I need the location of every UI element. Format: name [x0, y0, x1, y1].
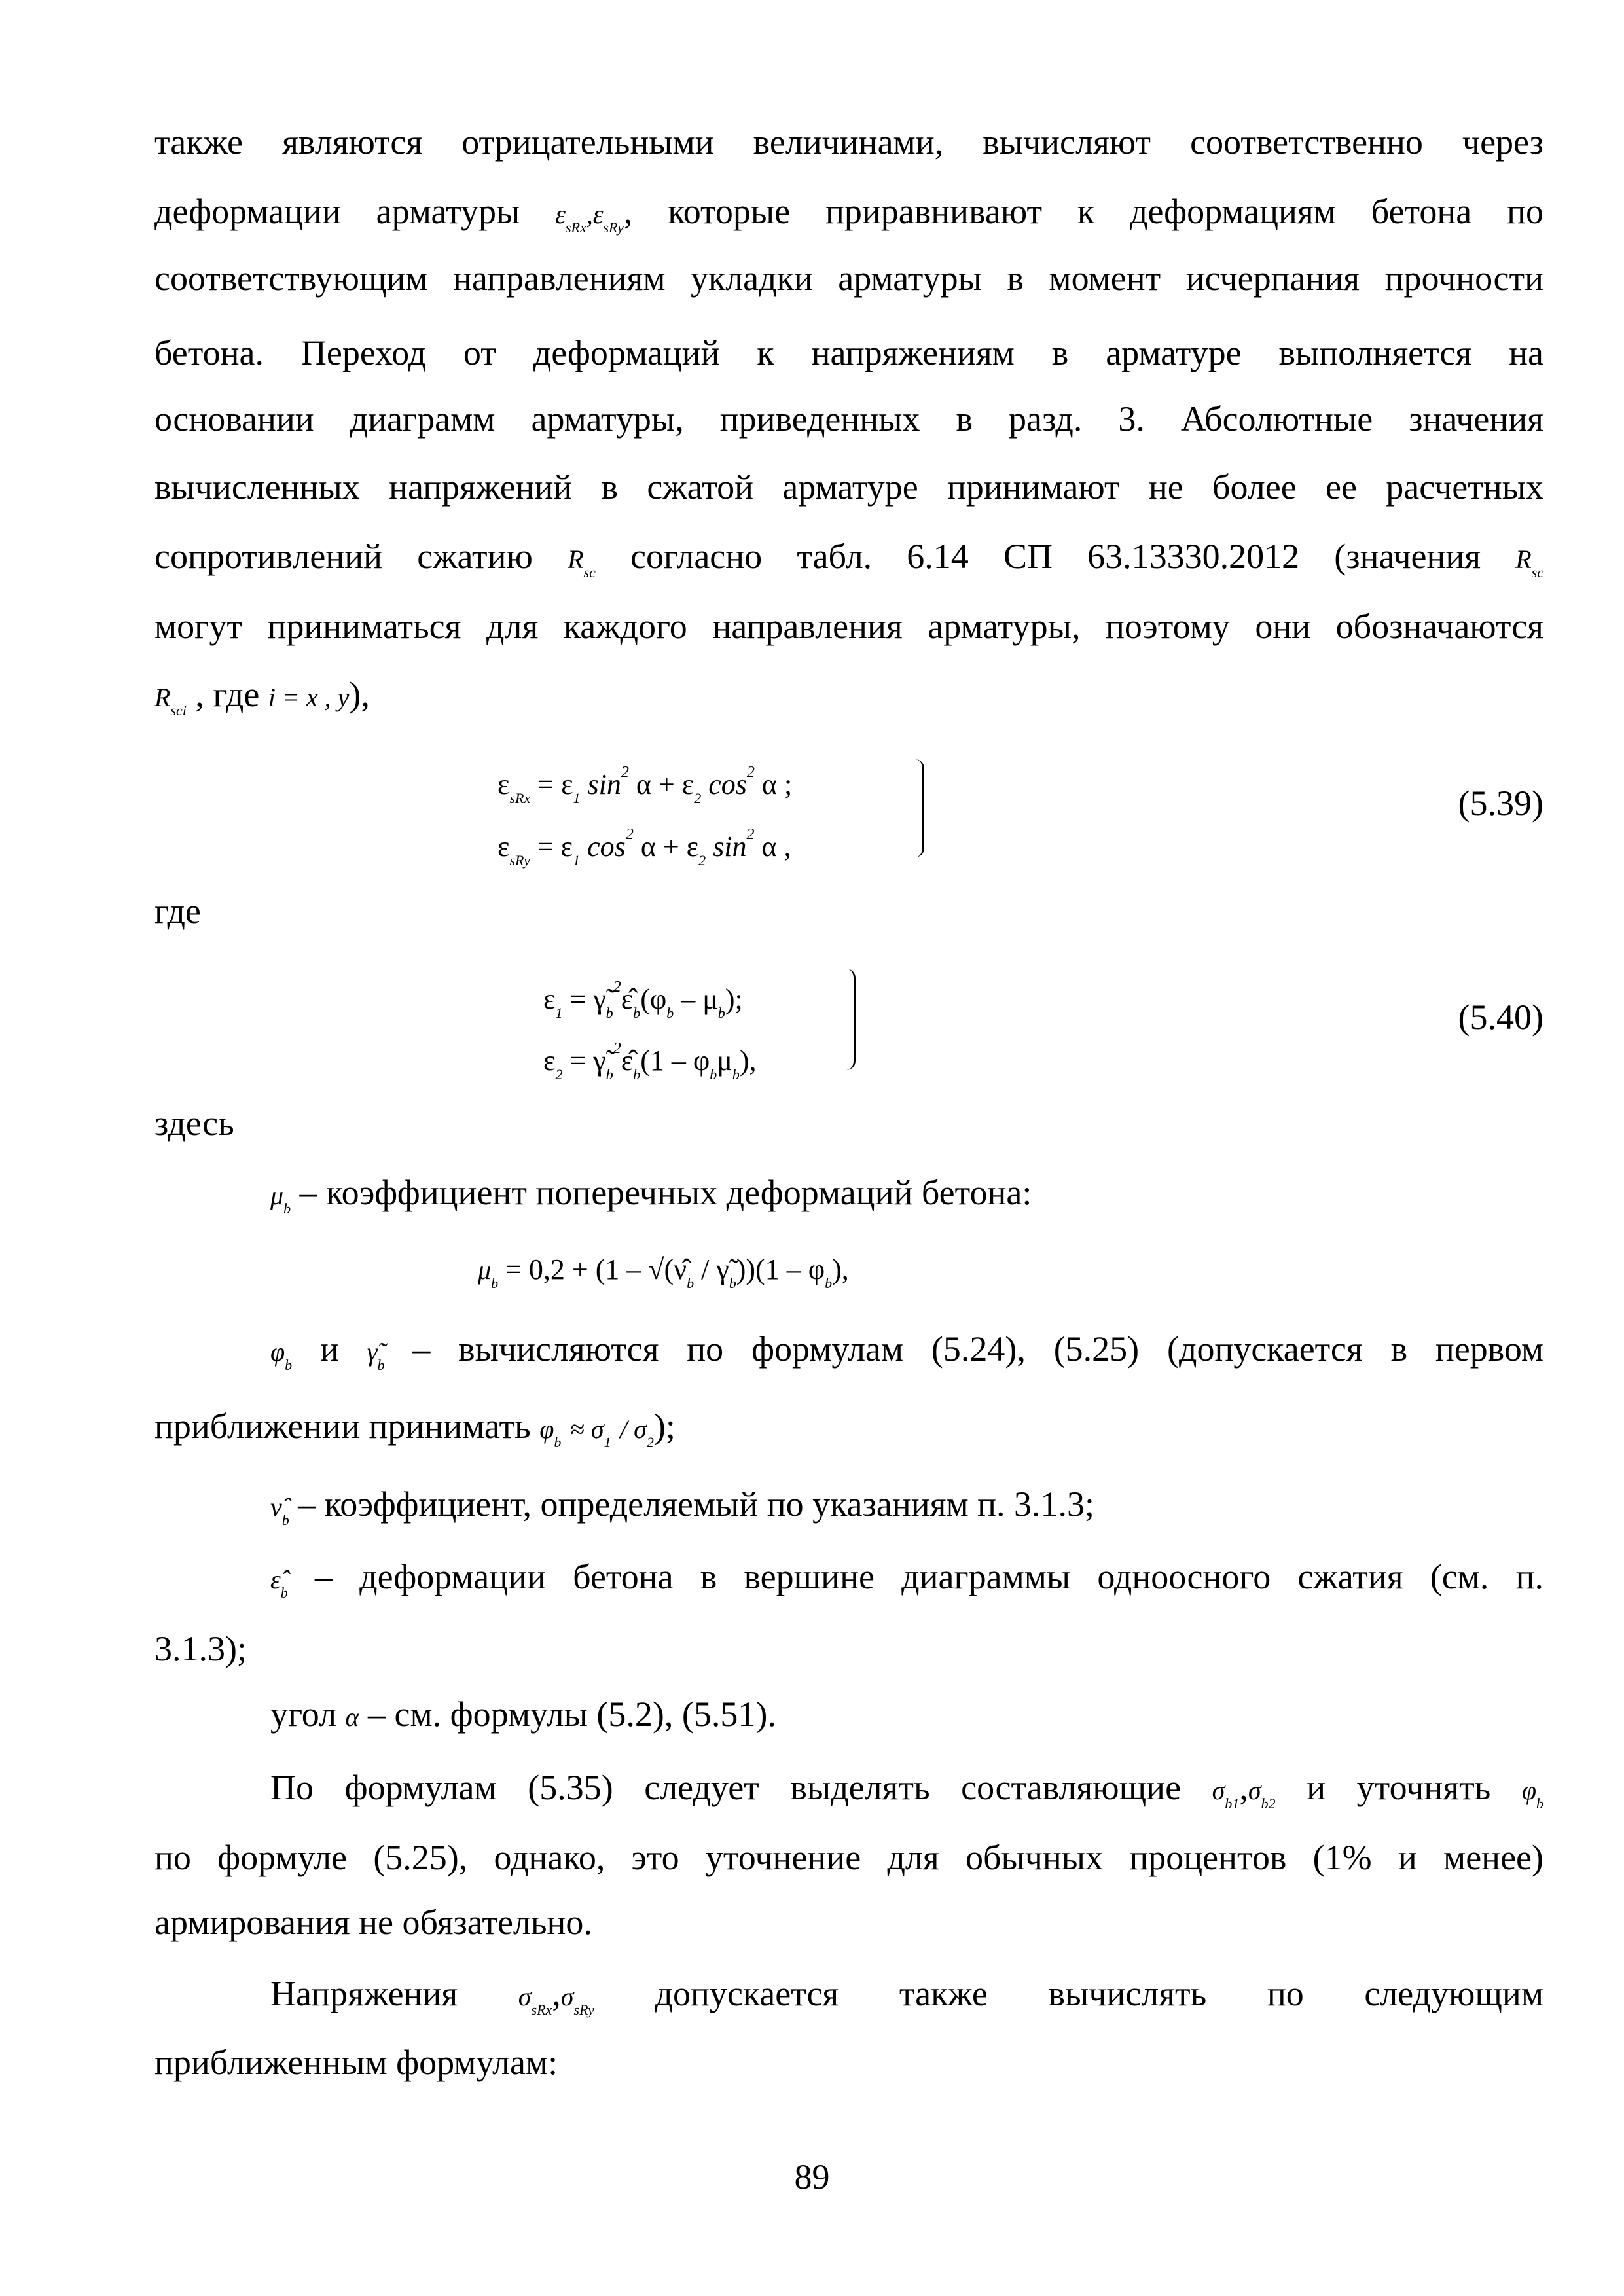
subscript: b — [377, 1357, 385, 1373]
symbol: cos — [587, 831, 626, 863]
superscript: 2 — [746, 826, 755, 843]
symbol: R — [1515, 545, 1532, 574]
symbol: = 0,2 + (1 – √(ν̂ — [505, 1253, 687, 1285]
text-line — [154, 533, 1543, 596]
text: и — [319, 1329, 339, 1369]
symbol: sin — [587, 768, 621, 800]
subscript: sc — [583, 564, 596, 581]
symbol: ε — [592, 200, 604, 229]
subscript: 2 — [694, 790, 702, 806]
right-brace — [844, 969, 856, 1070]
symbol: ν̂ — [270, 1492, 282, 1522]
math-inline: i = x , y — [268, 683, 350, 712]
text-line — [154, 188, 1543, 251]
text-line: 3.1.3); — [154, 1629, 247, 1668]
equation-number: (5.39) — [1458, 783, 1543, 823]
subscript: b — [605, 1005, 613, 1021]
subscript: 1 — [555, 1005, 563, 1021]
subscript: b — [687, 1275, 695, 1291]
symbol: ε — [497, 768, 510, 800]
text-line — [270, 1326, 1543, 1388]
text: сопротивлений сжатию — [154, 537, 533, 576]
text-line: где — [154, 891, 201, 931]
text-line — [154, 1403, 1543, 1465]
page-number: 89 — [794, 2157, 830, 2197]
symbol: ), — [739, 1045, 757, 1077]
superscript: 2 — [625, 826, 634, 843]
text: угол — [270, 1695, 337, 1734]
superscript: 2 — [621, 764, 629, 781]
subscript: sRx — [509, 790, 531, 806]
symbol: α + ε — [636, 768, 695, 800]
subscript: sRx — [565, 219, 586, 236]
subscript: b — [633, 1005, 641, 1021]
text: , которые приравнивают к деформациям бетона по — [623, 192, 1543, 231]
symbol: , — [552, 1974, 561, 2013]
subscript: 1 — [573, 790, 581, 806]
text-line: также являются отрицательными величинами, вычисляют соответственно через — [154, 122, 1543, 162]
subscript: 2 — [698, 852, 706, 869]
symbol: α — [345, 1702, 359, 1732]
text: допускается также вычислять по следующим — [655, 1974, 1543, 2013]
subscript: sRx — [531, 2001, 552, 2018]
text: согласно табл. 6.14 СП 63.13330.2012 (значения — [630, 537, 1481, 576]
text-line — [270, 1765, 1543, 1827]
symbol: φ — [270, 1337, 285, 1367]
symbol: φ — [539, 1414, 554, 1444]
text-line: вычисленных напряжений в сжатой арматуре принимают не более ее расчетных — [154, 467, 1543, 507]
subscript: 2 — [646, 1434, 654, 1450]
subscript: b — [554, 1434, 562, 1450]
formula-line — [543, 1029, 757, 1094]
text: – деформации бетона в вершине диаграммы одноосного сжатия (см. п. — [314, 1557, 1544, 1596]
subscript: b — [283, 1200, 291, 1217]
symbol: = γ̃ — [569, 983, 606, 1015]
text-line — [154, 672, 1543, 734]
symbol: ))(1 – φ — [736, 1253, 825, 1285]
symbol: R — [154, 683, 171, 712]
right-brace — [913, 759, 924, 857]
text: приближении принимать — [154, 1407, 531, 1446]
text-line — [270, 1971, 1543, 2033]
subscript: sci — [170, 702, 187, 719]
symbol: σ — [1248, 1776, 1261, 1805]
subscript: 1 — [604, 1434, 611, 1450]
text-line — [270, 1481, 1543, 1543]
text-line: бетона. Переход от деформаций к напряжениям в арматуре выполняется на — [154, 333, 1543, 372]
symbol: ); — [725, 983, 743, 1015]
subscript: b — [825, 1275, 833, 1291]
text: ); — [653, 1407, 676, 1446]
symbol: – μ — [681, 983, 718, 1015]
text: и уточнять — [1307, 1768, 1491, 1807]
symbol: ε — [555, 200, 566, 229]
text-line: основании диаграмм арматуры, приведенных в разд. 3. Абсолютные значения — [154, 399, 1543, 439]
formula-line — [497, 753, 792, 818]
formula-line — [543, 967, 743, 1033]
text: Напряжения — [270, 1974, 458, 2013]
text-line: могут приниматься для каждого направления арматуры, поэтому они обозначаются — [154, 607, 1543, 646]
symbol: = ε — [537, 768, 573, 800]
symbol: ε̂ — [621, 983, 634, 1015]
symbol: α + ε — [640, 831, 699, 863]
symbol: γ̃ — [367, 1337, 378, 1367]
subscript: b — [717, 1005, 725, 1021]
subscript: b1 — [1225, 1795, 1240, 1812]
symbol: μ — [270, 1181, 284, 1210]
symbol: σ — [560, 1982, 574, 2011]
subscript: b2 — [1261, 1795, 1276, 1812]
text-line — [270, 1170, 1543, 1232]
symbol: α , — [761, 831, 791, 863]
text-line: приближенным формулам: — [154, 2043, 558, 2082]
text-line — [270, 1554, 1543, 1616]
symbol: α ; — [761, 768, 793, 800]
math-inline — [555, 200, 624, 236]
formula-line — [478, 1250, 849, 1303]
subscript: 1 — [573, 852, 581, 869]
subscript: b — [729, 1275, 736, 1291]
symbol: = ε — [537, 831, 573, 863]
subscript: b — [491, 1275, 499, 1291]
symbol: ), — [832, 1253, 849, 1285]
symbol: (1 – φ — [640, 1045, 710, 1077]
symbol: / γ̃ — [701, 1253, 729, 1285]
subscript: b — [1536, 1795, 1544, 1812]
subscript: b — [285, 1357, 293, 1373]
math-inline — [568, 545, 596, 581]
symbol: ε — [543, 983, 556, 1015]
symbol: ε — [497, 831, 510, 863]
symbol: ≈ σ — [569, 1414, 604, 1444]
subscript: b — [605, 1066, 613, 1083]
symbol: φ — [1521, 1776, 1537, 1805]
superscript: 2 — [746, 764, 755, 781]
symbol: = γ̃ — [569, 1045, 606, 1077]
symbol: (φ — [640, 983, 667, 1015]
subscript: b — [732, 1066, 740, 1083]
subscript: sc — [1531, 564, 1544, 581]
math-inline — [154, 683, 187, 719]
text: – см. формулы (5.2), (5.51). — [368, 1695, 776, 1734]
math-inline — [1515, 545, 1544, 581]
symbol: σ — [518, 1982, 532, 2011]
symbol: μ — [478, 1255, 492, 1285]
symbol: ε — [543, 1045, 556, 1077]
symbol: σ — [1212, 1776, 1225, 1805]
text-line: армирования не обязательно. — [154, 1903, 592, 1942]
symbol: ε̂ — [621, 1045, 634, 1077]
text: – коэффициент, определяемый по указаниям п. 3.1.3; — [298, 1484, 1095, 1524]
symbol: ε̂ — [270, 1565, 281, 1594]
subscript: b — [281, 1512, 289, 1528]
text: – коэффициент поперечных деформаций бетона: — [299, 1173, 1032, 1212]
subscript: 2 — [555, 1066, 563, 1083]
subscript: sRy — [603, 219, 624, 236]
text-line: соответствующим направлениям укладки арматуры в момент исчерпания прочности — [154, 259, 1543, 298]
subscript: b — [666, 1005, 674, 1021]
text-line: по формуле (5.25), однако, это уточнение для обычных процентов (1% и менее) — [154, 1838, 1543, 1877]
symbol: sin — [713, 831, 747, 863]
symbol: μ — [717, 1045, 732, 1077]
symbol: / σ — [620, 1414, 647, 1444]
subscript: b — [633, 1066, 641, 1083]
subscript: sRy — [573, 2001, 594, 2018]
subscript: b — [280, 1585, 288, 1601]
text: деформации арматуры — [154, 192, 520, 231]
text: По формулам (5.35) следует выделять составляющие — [270, 1768, 1182, 1807]
superscript: 2 — [613, 978, 621, 996]
text: – вычисляются по формулам (5.24), (5.25) (допускается в первом — [412, 1329, 1544, 1369]
symbol: , — [586, 200, 593, 229]
text-line — [270, 1691, 1543, 1740]
subscript: sRy — [509, 852, 530, 869]
formula-line — [497, 815, 791, 880]
text-line: здесь — [154, 1103, 234, 1143]
subscript: b — [710, 1066, 717, 1083]
symbol: , — [1239, 1768, 1248, 1807]
symbol: R — [568, 545, 584, 574]
equation-number: (5.40) — [1458, 997, 1543, 1037]
symbol: cos — [708, 768, 747, 800]
superscript: 2 — [613, 1040, 621, 1057]
text: ), — [349, 675, 370, 714]
text: , где — [195, 675, 260, 714]
